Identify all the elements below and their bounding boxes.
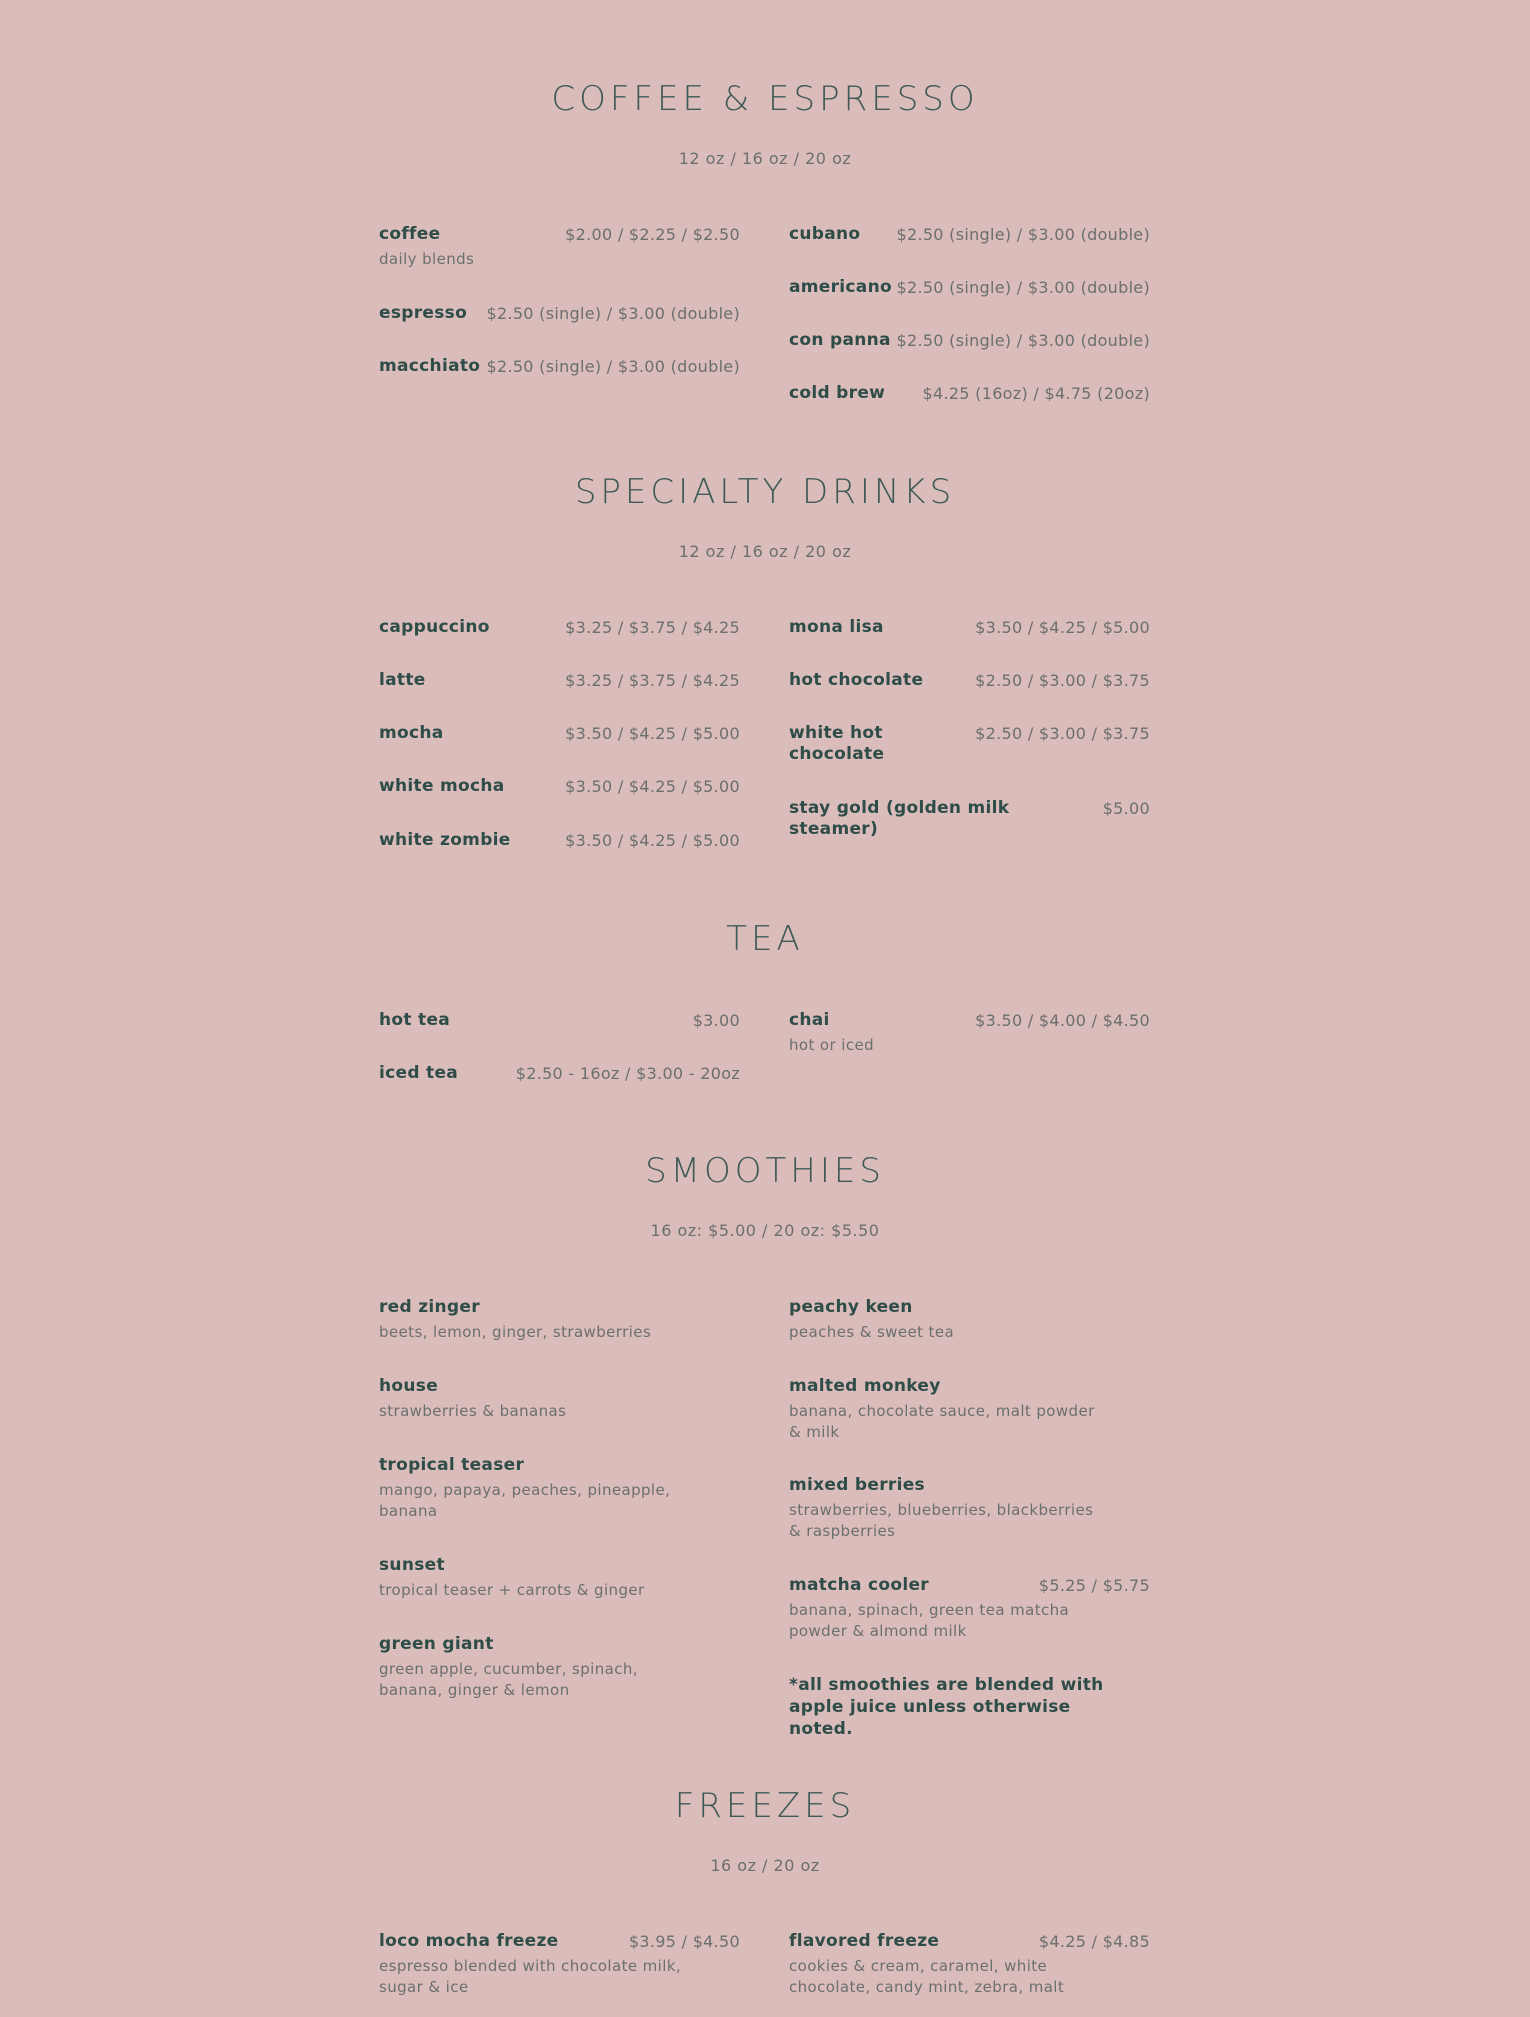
item-name: stay gold (golden milk steamer) [789, 798, 1010, 839]
item-name: cubano [789, 224, 861, 244]
menu-item [379, 1010, 740, 1031]
menu-item [379, 776, 740, 797]
item-name: latte [379, 670, 426, 690]
menu-item [379, 1376, 740, 1422]
item-description: peaches & sweet tea [789, 1323, 955, 1341]
item-name: chai [789, 1010, 830, 1030]
menu-item [379, 356, 740, 377]
note-text: *all smoothies are blended with apple juice unless otherwise noted. [789, 1675, 1104, 1739]
section-subtitle: 12 oz / 16 oz / 20 oz [678, 149, 852, 168]
item-price: $2.50 (single) / $3.00 (double) [486, 304, 740, 323]
item-price: $2.50 / $3.00 / $3.75 [975, 724, 1150, 743]
item-description: banana, spinach, green tea matcha powder & almond milk [789, 1601, 1070, 1640]
item-name: sunset [379, 1555, 445, 1575]
item-description: mango, papaya, peaches, pineapple, banana [379, 1481, 671, 1520]
item-description: tropical teaser + carrots & ginger [379, 1581, 645, 1599]
item-price: $4.25 / $4.85 [1038, 1932, 1150, 1951]
item-name: hot tea [379, 1010, 451, 1030]
menu-item [789, 1010, 1150, 1056]
menu-item [789, 1297, 1150, 1343]
item-name: white hot chocolate [789, 723, 885, 764]
section-title: FREEZES [674, 1786, 856, 1826]
section-subtitle: 16 oz: $5.00 / 20 oz: $5.50 [650, 1221, 880, 1240]
item-price: $3.25 / $3.75 / $4.25 [565, 618, 740, 637]
menu-item [789, 1376, 1150, 1443]
menu-item [379, 224, 740, 270]
item-description: hot or iced [789, 1036, 875, 1054]
item-name: iced tea [379, 1063, 459, 1083]
item-name: white zombie [379, 830, 511, 850]
menu-item [379, 617, 740, 638]
item-price: $3.95 / $4.50 [628, 1932, 740, 1951]
item-price: $2.50 (single) / $3.00 (double) [486, 357, 740, 376]
item-price: $2.50 (single) / $3.00 (double) [896, 331, 1150, 350]
item-price: $3.50 / $4.25 / $5.00 [565, 724, 740, 743]
item-price: $3.50 / $4.25 / $5.00 [565, 777, 740, 796]
item-price: $2.50 / $3.00 / $3.75 [975, 671, 1150, 690]
item-name: coffee [379, 224, 441, 244]
item-name: mona lisa [789, 617, 884, 637]
item-name: red zinger [379, 1297, 480, 1317]
item-price: $4.25 (16oz) / $4.75 (20oz) [922, 384, 1150, 403]
menu-item [789, 383, 1150, 404]
smoothies-note [789, 1674, 1150, 1740]
item-name: matcha cooler [789, 1575, 929, 1595]
menu-item [789, 1475, 1150, 1542]
section-title: SMOOTHIES [645, 1151, 885, 1191]
section-subtitle: 16 oz / 20 oz [710, 1856, 820, 1875]
menu-item [789, 224, 1150, 245]
item-price: $2.50 (single) / $3.00 (double) [896, 225, 1150, 244]
item-price: $5.25 / $5.75 [1038, 1576, 1150, 1595]
menu-item [379, 830, 740, 851]
item-name: cold brew [789, 383, 886, 403]
item-price: $2.50 - 16oz / $3.00 - 20oz [515, 1064, 740, 1083]
item-name: malted monkey [789, 1376, 941, 1396]
item-name: tropical teaser [379, 1455, 525, 1475]
menu-item [789, 277, 1150, 298]
menu-item [379, 723, 740, 744]
item-price: $3.50 / $4.00 / $4.50 [975, 1011, 1150, 1030]
menu-item [789, 723, 1150, 765]
item-name: mixed berries [789, 1475, 925, 1495]
menu-item [379, 1455, 740, 1522]
item-name: hot chocolate [789, 670, 924, 690]
item-name: green giant [379, 1634, 494, 1654]
menu-item [379, 1931, 740, 1998]
item-description: espresso blended with chocolate milk, sugar & ice [379, 1957, 682, 1996]
item-name: house [379, 1376, 439, 1396]
item-description: green apple, cucumber, spinach, banana, ginger & lemon [379, 1660, 638, 1699]
item-price: $3.00 [692, 1011, 740, 1030]
item-description: strawberries & bananas [379, 1402, 567, 1420]
item-name: macchiato [379, 356, 481, 376]
menu-item [789, 330, 1150, 351]
menu-item [379, 1555, 740, 1601]
item-name: americano [789, 277, 892, 297]
menu-item [789, 798, 1150, 840]
menu-item [789, 670, 1150, 691]
item-description: strawberries, blueberries, blackberries & raspberries [789, 1501, 1094, 1540]
section-title: TEA [726, 919, 804, 959]
item-name: peachy keen [789, 1297, 913, 1317]
item-description: daily blends [379, 250, 475, 268]
item-name: mocha [379, 723, 444, 743]
menu-item [379, 1063, 740, 1084]
menu-item [379, 303, 740, 324]
item-price: $2.00 / $2.25 / $2.50 [565, 225, 740, 244]
item-price: $3.50 / $4.25 / $5.00 [975, 618, 1150, 637]
item-description: beets, lemon, ginger, strawberries [379, 1323, 652, 1341]
item-price: $3.25 / $3.75 / $4.25 [565, 671, 740, 690]
item-name: loco mocha freeze [379, 1931, 559, 1951]
menu-item [379, 670, 740, 691]
menu-item [379, 1634, 740, 1701]
item-name: white mocha [379, 776, 505, 796]
menu-item [789, 617, 1150, 638]
item-name: cappuccino [379, 617, 490, 637]
item-price: $3.50 / $4.25 / $5.00 [565, 831, 740, 850]
item-description: banana, chocolate sauce, malt powder & milk [789, 1402, 1095, 1441]
item-price: $5.00 [1102, 799, 1150, 818]
menu-item [789, 1575, 1150, 1642]
item-name: espresso [379, 303, 468, 323]
menu-item [379, 1297, 740, 1343]
item-description: cookies & cream, caramel, white chocolate, candy mint, zebra, malt [789, 1957, 1065, 1996]
item-price: $2.50 (single) / $3.00 (double) [896, 278, 1150, 297]
section-title: COFFEE & ESPRESSO [551, 79, 979, 119]
item-name: con panna [789, 330, 891, 350]
section-subtitle: 12 oz / 16 oz / 20 oz [678, 542, 852, 561]
item-name: flavored freeze [789, 1931, 940, 1951]
menu-item [789, 1931, 1150, 1998]
section-title: SPECIALTY DRINKS [574, 472, 956, 512]
